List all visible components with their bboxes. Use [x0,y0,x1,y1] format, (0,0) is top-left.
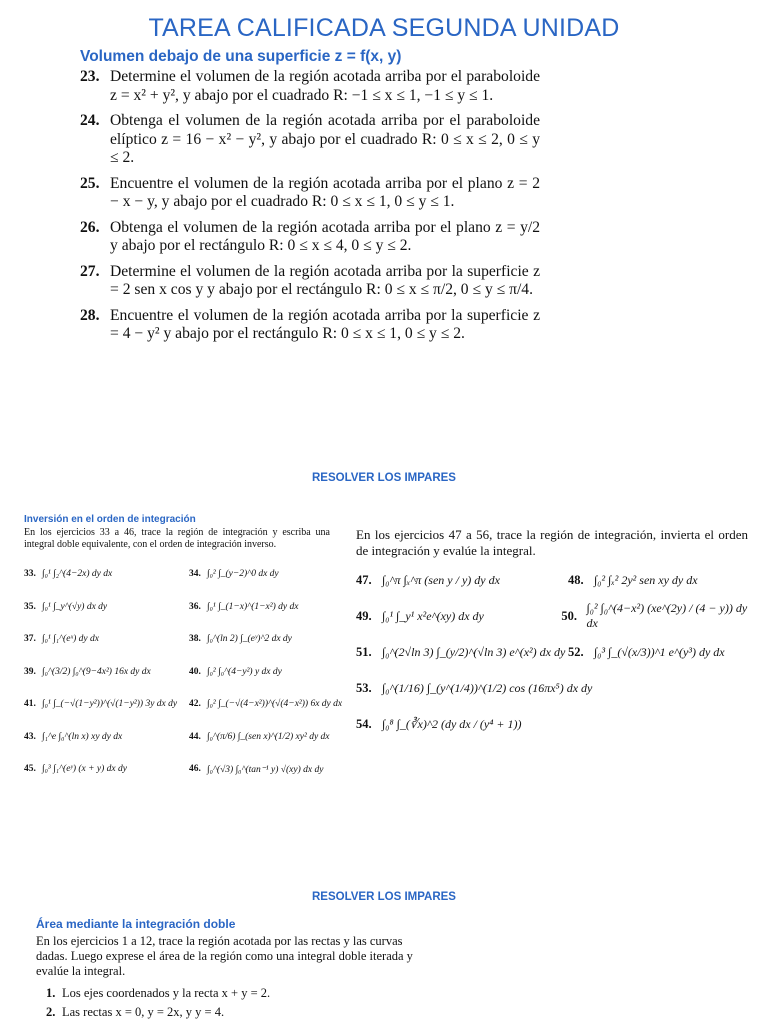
exercise-37: 37. ∫₀¹ ∫₁^(eˣ) dy dx [24,634,99,645]
exercise-row [24,558,354,591]
problem-25: 25. Encuentre el volumen de la región acotada arriba por el plano z = 2 − x − y, y abajo por el cuadrado R: 0 ≤ x ≤ 1, 0 ≤ y ≤ 1. [80,174,540,210]
problem-26: 26. Obtenga el volumen de la región acotada arriba por el plano z = y/2 y abajo por el rectángulo R: 0 ≤ x ≤ 4, 0 ≤ y ≤ 2. [80,218,540,254]
exercise-47: 47. ∫₀^π ∫ₓ^π (sen y / y) dy dx [356,572,500,587]
exercise-row [24,623,354,656]
exercise-53: 53. ∫₀^(1/16) ∫_(y^(1/4))^(1/2) cos (16πx⁵) dx dy [356,680,593,695]
exercise-34: 34. ∫₀² ∫_(y−2)^0 dx dy [189,569,279,580]
section-inversion-intro: En los ejercicios 33 a 46, trace la región de integración y escriba una integral doble equivalente, con el orden de integración inverso. [24,527,330,550]
exercise-42: 42. ∫₀² ∫_(−√(4−x²))^(√(4−x²)) 6x dy dx [189,699,343,710]
exercise-40: 40. ∫₀² ∫₀^(4−y²) y dx dy [189,666,282,677]
exercise-35: 35. ∫₀¹ ∫_y^(√y) dx dy [24,601,108,612]
exercise-row [356,598,756,634]
exercise-row [356,634,756,670]
section-area-heading: Área mediante la integración doble [36,917,236,931]
exercise-52: 52. ∫₀³ ∫_(√(x/3))^1 e^(y³) dy dx [568,644,725,659]
exercise-row [356,670,756,706]
section-area-intro: En los ejercicios 1 a 12, trace la región acotada por las rectas y las curvas dadas. Luego exprese el área de la región como una integral doble iterada y evalúe la integral. [36,934,413,978]
section-47-56-intro: En los ejercicios 47 a 56, trace la región de integración, invierta el orden de integración y evalúe la integral. [356,527,748,558]
section-volume-heading: Volumen debajo de una superficie z = f(x, y) [80,48,402,65]
exercise-51: 51. ∫₀^(2√ln 3) ∫_(y/2)^(√ln 3) e^(x²) dx dy [356,644,566,659]
exercise-row [24,688,354,721]
exercise-38: 38. ∫₀^(ln 2) ∫_(eʸ)^2 dx dy [189,634,292,645]
exercise-54: 54. ∫₀⁸ ∫_(∛x)^2 (dy dx / (y⁴ + 1)) [356,716,522,731]
section-inversion-heading: Inversión en el orden de integración [24,514,196,525]
exercise-36: 36. ∫₀¹ ∫_(1−x)^(1−x²) dy dx [189,601,299,612]
exercise-row [356,562,756,598]
exercise-39: 39. ∫₀^(3/2) ∫₀^(9−4x²) 16x dy dx [24,666,151,677]
exercise-48: 48. ∫₀² ∫ₓ² 2y² sen xy dy dx [568,572,698,587]
page-title: TAREA CALIFICADA SEGUNDA UNIDAD [148,14,620,42]
problem-27: 27. Determine el volumen de la región acotada arriba por la superficie z = 2 sen x cos y y abajo por el rectángulo R: 0 ≤ x ≤ π/2, 0 ≤ y ≤ π/4. [80,262,540,298]
exercise-44: 44. ∫₀^(π/6) ∫_(sen x)^(1/2) xy² dy dx [189,731,330,742]
resolver-impares-label: RESOLVER LOS IMPARES [312,472,456,484]
exercise-row [24,753,354,786]
area-problem-1: 1. Los ejes coordenados y la recta x + y = 2. [46,986,271,1000]
exercise-33: 33. ∫₀¹ ∫₂^(4−2x) dy dx [24,569,113,580]
exercise-row [356,706,756,742]
exercise-45: 45. ∫₀³ ∫₁^(eʸ) (x + y) dx dy [24,764,127,775]
exercise-50: 50. ∫₀² ∫₀^(4−x²) (xe^(2y) / (4 − y)) dy dx [561,601,748,630]
exercise-row [24,656,354,689]
exercise-41: 41. ∫₀¹ ∫_(−√(1−y²))^(√(1−y²)) 3y dx dy [24,699,178,710]
exercise-43: 43. ∫₁^e ∫₀^(ln x) xy dy dx [24,731,123,742]
exercise-grid-47-54 [356,562,756,742]
problem-28: 28. Encuentre el volumen de la región acotada arriba por la superficie z = 4 − y² y abajo por el rectángulo R: 0 ≤ x ≤ 1, 0 ≤ y ≤ 2. [80,306,540,342]
area-problem-2: 2. Las rectas x = 0, y = 2x, y y = 4. [46,1005,225,1019]
exercise-row [24,721,354,754]
area-problem-list [46,984,426,1022]
problem-23: 23. Determine el volumen de la región acotada arriba por el paraboloide z = x² + y², y abajo por el cuadrado R: −1 ≤ x ≤ 1, −1 ≤ y ≤ 1. [80,68,540,104]
exercise-grid-33-46 [24,558,354,786]
exercise-row [24,591,354,624]
volume-problem-list [80,68,540,351]
exercise-49: 49. ∫₀¹ ∫_y¹ x²e^(xy) dx dy [356,608,484,623]
resolver-impares-label-2: RESOLVER LOS IMPARES [312,891,456,903]
exercise-46: 46. ∫₀^(√3) ∫₀^(tan⁻¹ y) √(xy) dx dy [189,764,324,775]
problem-24: 24. Obtenga el volumen de la región acotada arriba por el paraboloide elíptico z = 16 − x² − y², y abajo por el cuadrado R: 0 ≤ x ≤ 2, 0 ≤ y ≤ 2. [80,112,540,166]
